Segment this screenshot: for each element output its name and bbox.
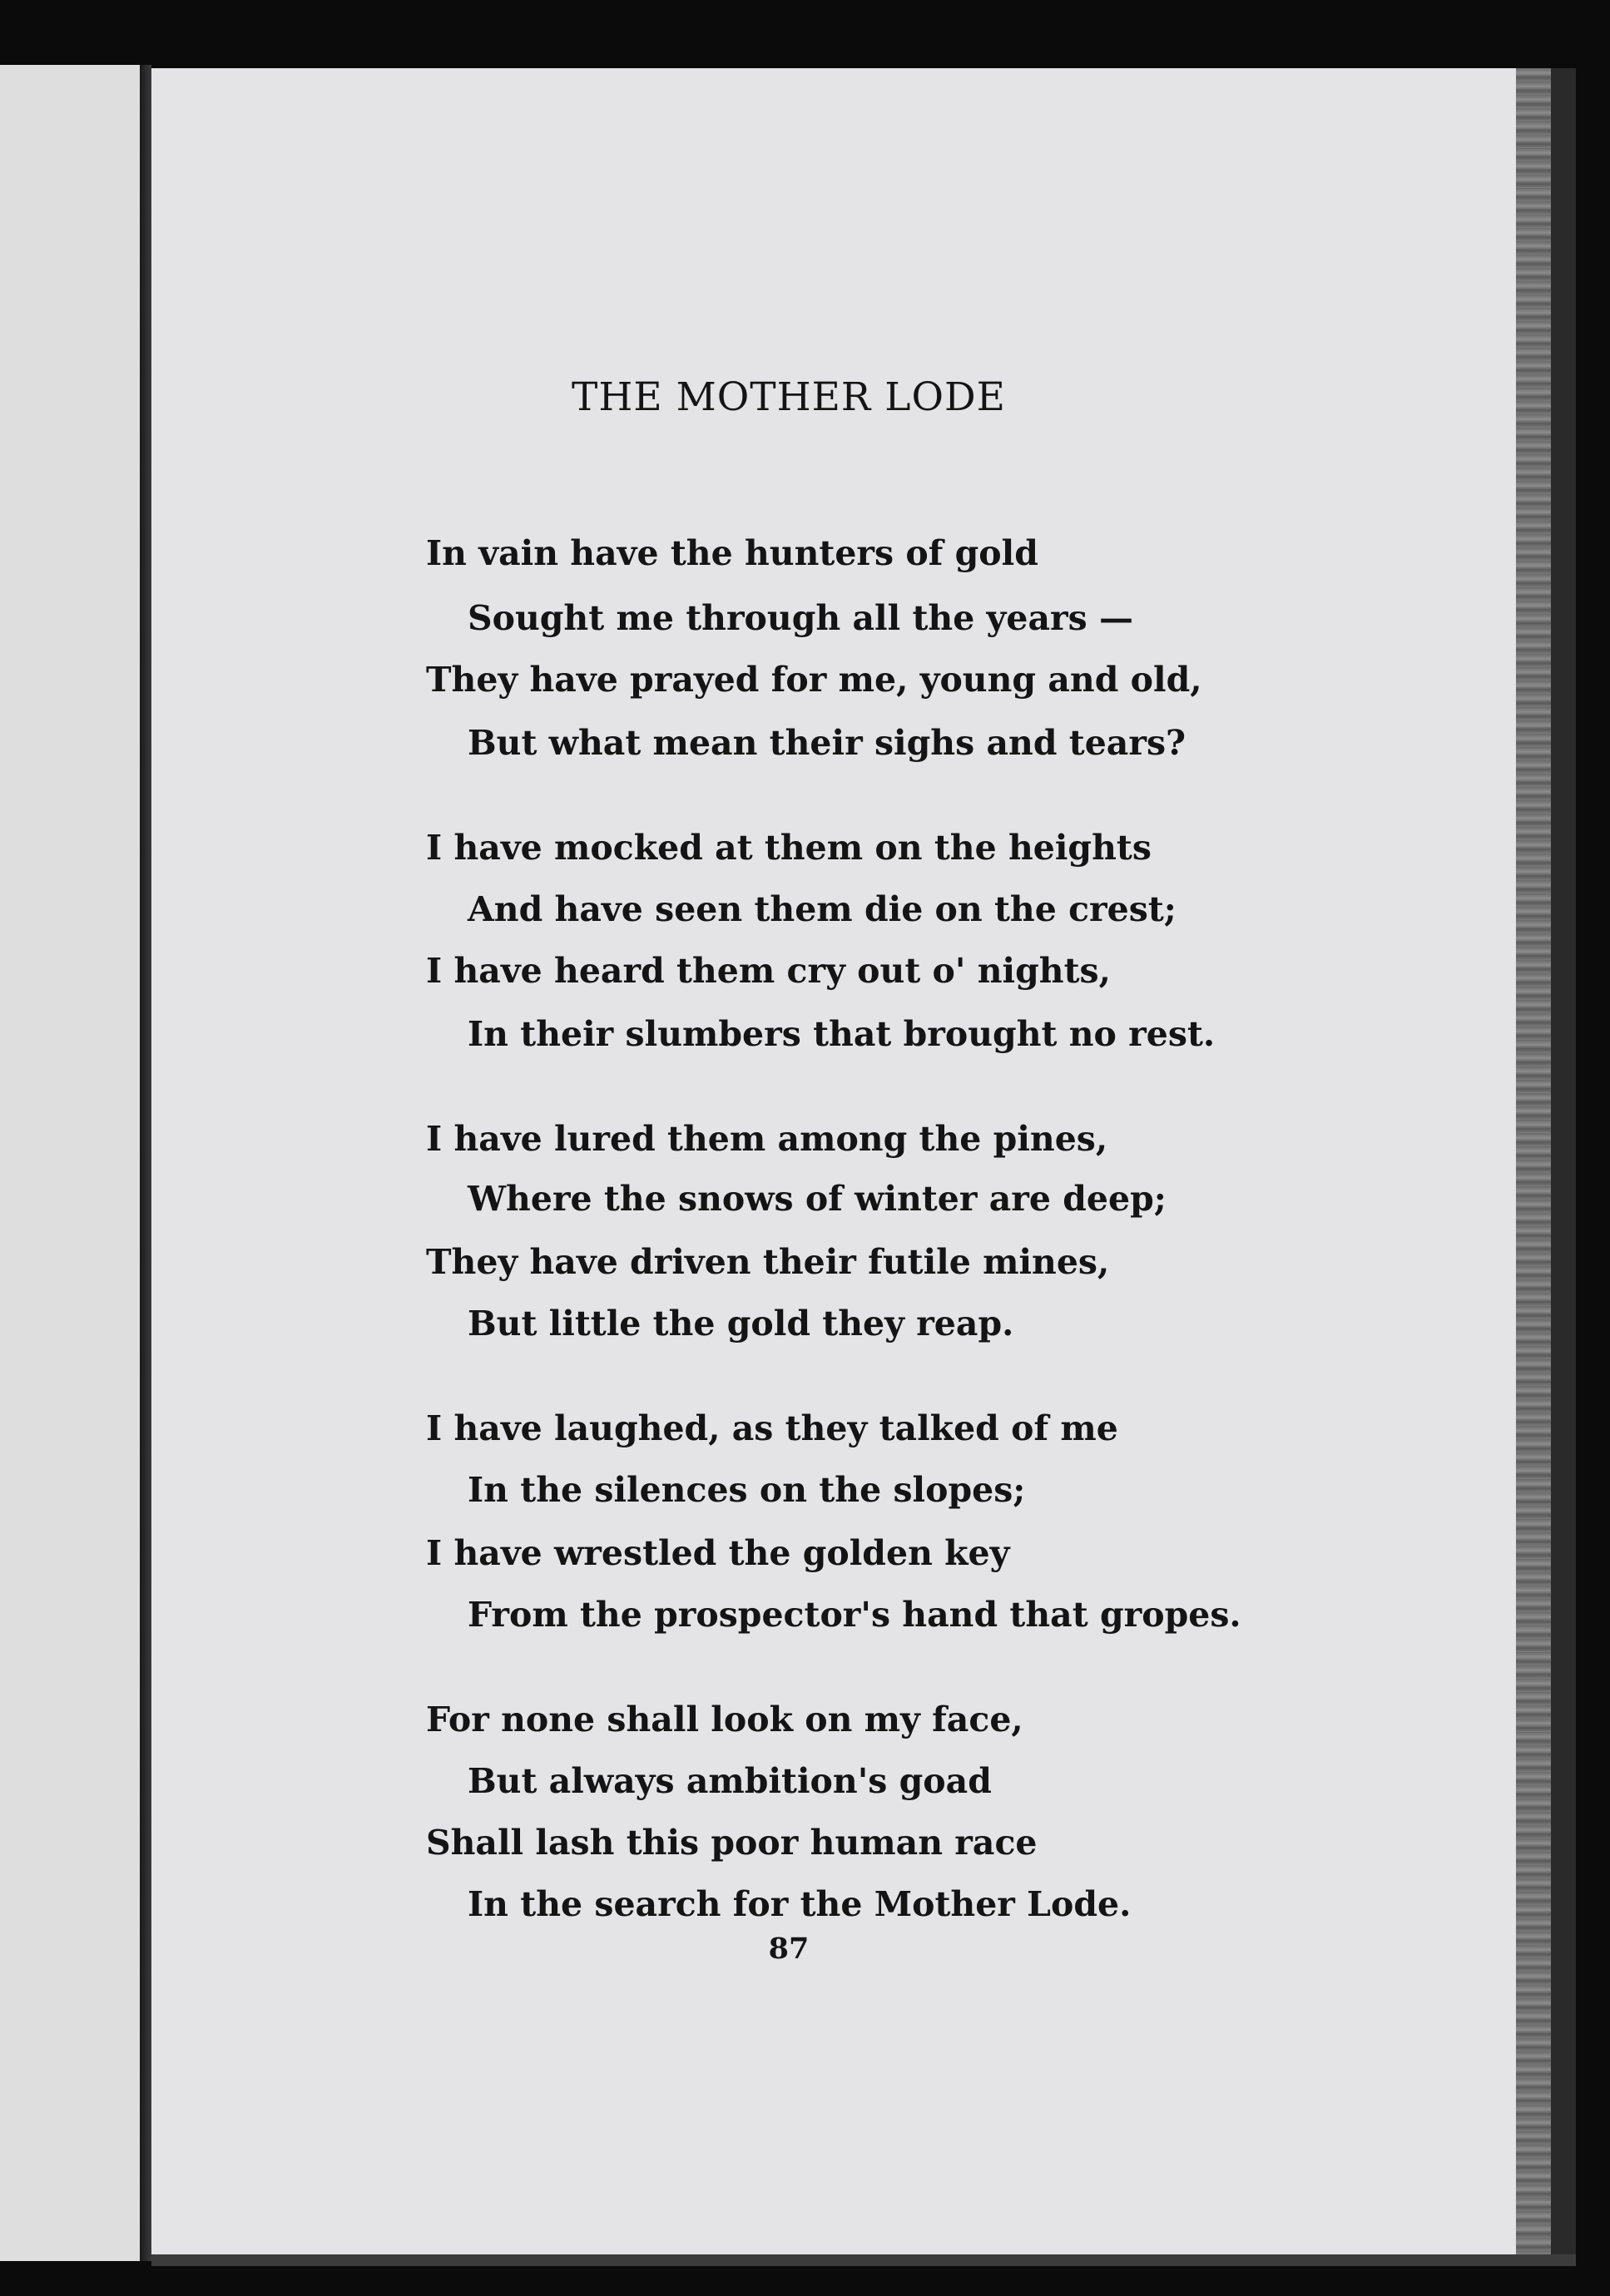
poem-line: I have laughed, as they talked of me xyxy=(426,1408,1118,1448)
poem-line: I have mocked at them on the heights xyxy=(426,828,1152,868)
poem-line: In the silences on the slopes; xyxy=(468,1470,1026,1510)
poem-line: They have driven their futile mines, xyxy=(426,1242,1110,1282)
page-bottom-edge xyxy=(151,2254,1576,2266)
poem-line: But always ambition's goad xyxy=(468,1761,992,1801)
facing-page-edge xyxy=(0,65,140,2261)
poem-line: I have heard them cry out o' nights, xyxy=(426,951,1111,991)
poem-line: I have wrestled the golden key xyxy=(426,1533,1010,1573)
poem-line: And have seen them die on the crest; xyxy=(468,889,1177,929)
poem-line: For none shall look on my face, xyxy=(426,1700,1023,1739)
poem-line: In their slumbers that brought no rest. xyxy=(468,1014,1216,1054)
poem-line: In vain have the hunters of gold xyxy=(426,533,1038,573)
poem-line: They have prayed for me, young and old, xyxy=(426,660,1202,700)
poem-line: Where the snows of winter are deep; xyxy=(468,1179,1167,1219)
poem-line: From the prospector's hand that gropes. xyxy=(468,1595,1241,1635)
book-gutter xyxy=(140,65,151,2261)
poem-line: But little the gold they reap. xyxy=(468,1304,1014,1343)
poem-line: I have lured them among the pines, xyxy=(426,1119,1108,1159)
book-cover-edge xyxy=(1551,68,1576,2254)
page-number: 87 xyxy=(768,1932,810,1966)
poem-line: But what mean their sighs and tears? xyxy=(468,723,1186,763)
poem xyxy=(151,68,1516,2254)
page-stack-edge xyxy=(1516,68,1551,2254)
poem-title: THE MOTHER LODE xyxy=(572,374,1006,420)
poem-line: In the search for the Mother Lode. xyxy=(468,1884,1132,1924)
book-page xyxy=(151,68,1516,2254)
poem-line: Shall lash this poor human race xyxy=(426,1823,1038,1863)
poem-line: Sought me through all the years — xyxy=(468,598,1133,638)
